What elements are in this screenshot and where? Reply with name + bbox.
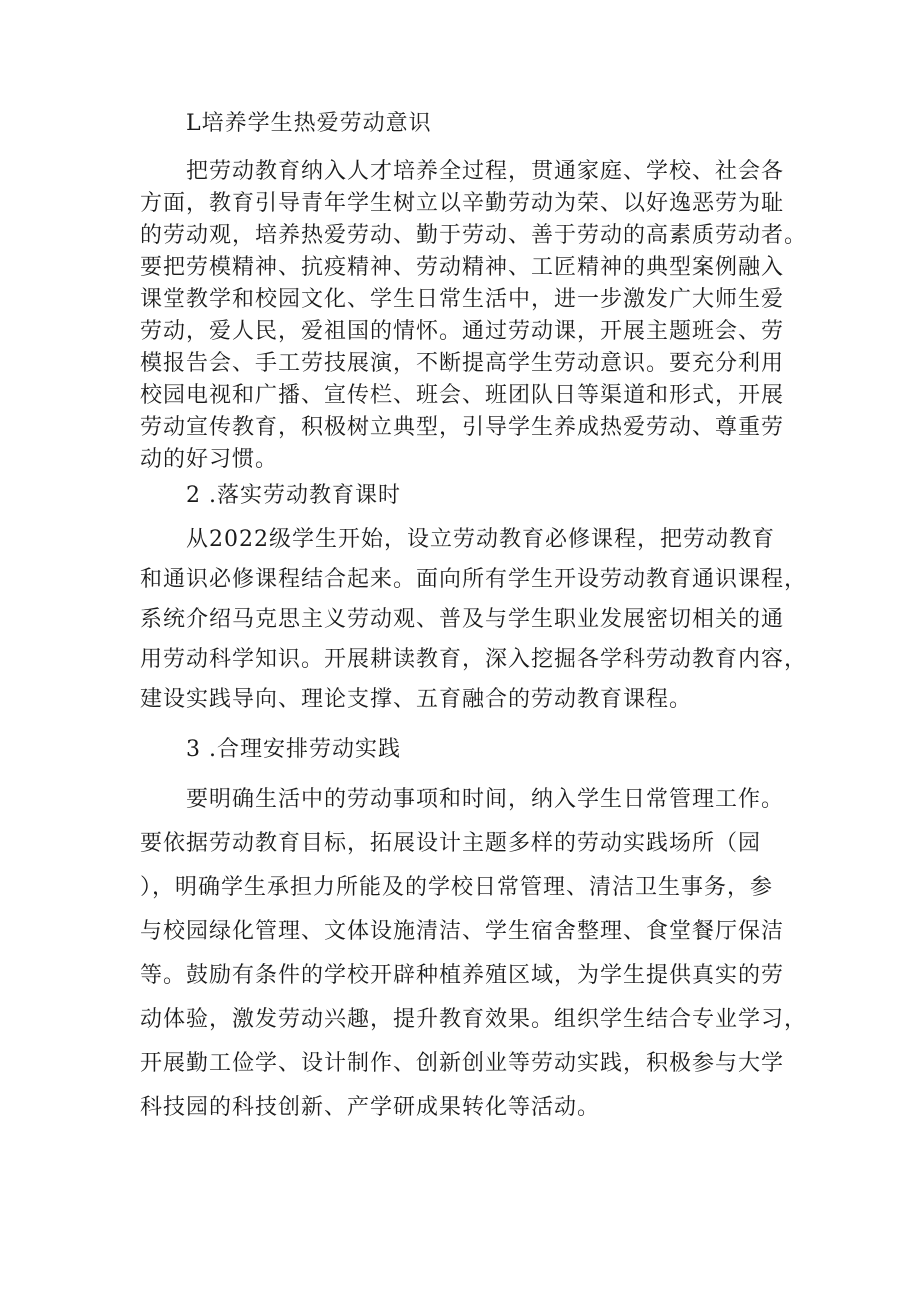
section-1-line: 校园电视和广播、宣传栏、班会、班团队日等渠道和形式，开展	[140, 383, 785, 408]
section-3-line: 动体验，激发劳动兴趣，提升教育效果。组织学生结合专业学习，	[140, 1007, 808, 1032]
section-2-line: 从2022级学生开始，设立劳动教育必修课程，把劳动教育	[186, 527, 775, 552]
section-3-line: ），明确学生承担力所能及的学校日常管理、清洁卫生事务，参	[140, 875, 774, 900]
section-1-line: 的劳动观，培养热爱劳动、勤于劳动、善于劳动的高素质劳动者。	[140, 223, 808, 248]
section-1-line: 把劳动教育纳入人才培养全过程，贯通家庭、学校、社会各	[186, 159, 785, 184]
section-1-line: 模报告会、手工劳技展演，不断提高学生劳动意识。要充分利用	[140, 351, 785, 376]
section-3-line: 科技园的科技创新、产学研成果转化等活动。	[140, 1095, 601, 1120]
section-2-line: 建设实践导向、理论支撑、五育融合的劳动教育课程。	[140, 687, 693, 712]
section-1-line: 劳动宣传教育，积极树立典型，引导学生养成热爱劳动、尊重劳	[140, 415, 785, 440]
section-2-line: 和通识必修课程结合起来。面向所有学生开设劳动教育通识课程，	[140, 567, 808, 592]
section-1-line: 方面，教育引导青年学生树立以辛勤劳动为荣、以好逸恶劳为耻	[140, 191, 785, 216]
section-3-line: 要明确生活中的劳动事项和时间，纳入学生日常管理工作。	[186, 787, 785, 812]
section-2-line: 用劳动科学知识。开展耕读教育，深入挖掘各学科劳动教育内容，	[140, 647, 808, 672]
section-3-line: 与校园绿化管理、文体设施清洁、学生宿舍整理、食堂餐厅保洁	[140, 919, 785, 944]
section-2-line: 系统介绍马克思主义劳动观、普及与学生职业发展密切相关的通	[140, 607, 785, 632]
section-1-heading: L培养学生热爱劳动意识	[186, 111, 432, 136]
section-1-line: 劳动，爱人民，爱祖国的情怀。通过劳动课，开展主题班会、劳	[140, 319, 785, 344]
section-3-heading: 3 .合理安排劳动实践	[186, 737, 401, 762]
section-3-line: 等。鼓励有条件的学校开辟种植养殖区域，为学生提供真实的劳	[140, 963, 785, 988]
section-3-line: 要依据劳动教育目标，拓展设计主题多样的劳动实践场所（园	[140, 831, 762, 856]
section-1-line: 要把劳模精神、抗疫精神、劳动精神、工匠精神的典型案例融入	[140, 255, 785, 280]
section-2-heading: 2 .落实劳动教育课时	[186, 483, 401, 508]
section-3-line: 开展勤工俭学、设计制作、创新创业等劳动实践，积极参与大学	[140, 1051, 785, 1076]
section-1-line: 动的好习惯。	[140, 447, 279, 472]
section-1-line: 课堂教学和校园文化、学生日常生活中，进一步激发广大师生爱	[140, 287, 785, 312]
